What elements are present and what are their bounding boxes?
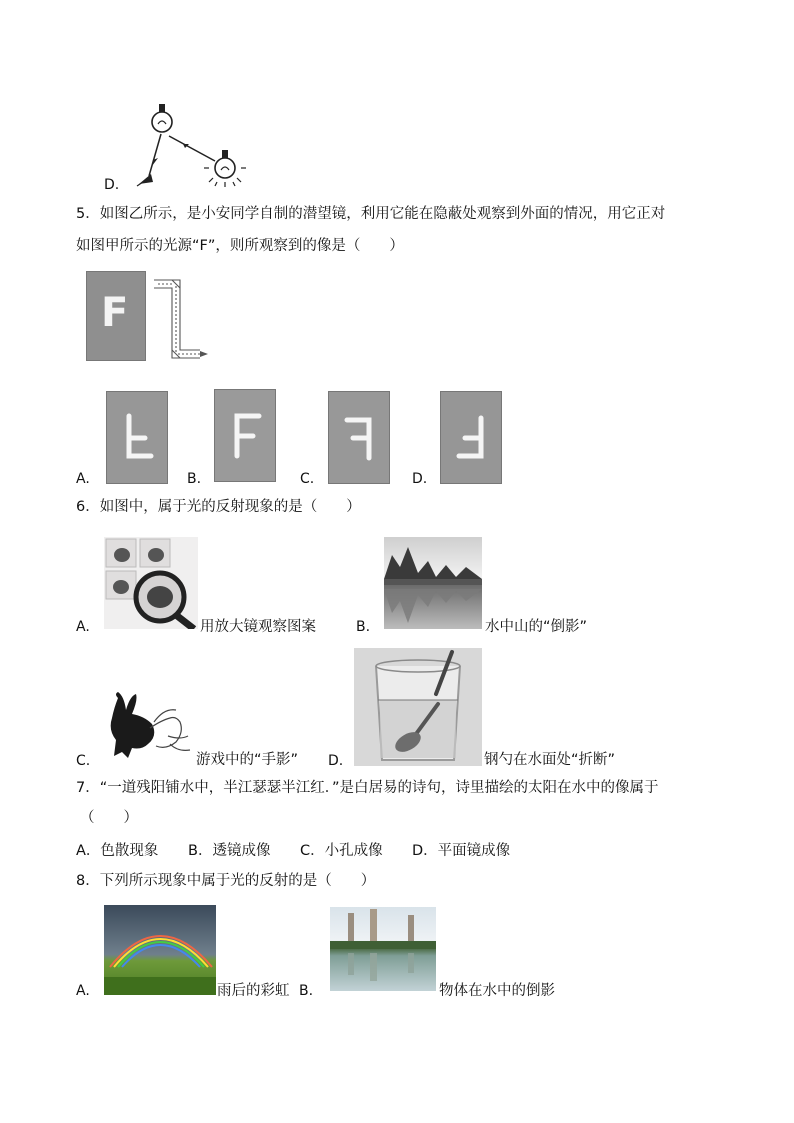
mountain-reflection-photo [384, 537, 482, 629]
q7-option-a: A．色散现象 [76, 843, 159, 859]
spoon-in-glass-photo [354, 648, 482, 766]
option-b-image [214, 389, 276, 482]
pagoda-reflection-photo [330, 907, 436, 991]
q7-option-d: D．平面镜成像 [412, 843, 511, 859]
q6-option-b-label: B. [356, 619, 371, 635]
question-5-line1: 5．如图乙所示，是小安同学自制的潜望镜，利用它能在隐蔽处观察到外面的情况，用它正对 [76, 206, 666, 222]
q6-option-d-caption: 钢勺在水面处“折断” [484, 752, 616, 768]
q8-option-a-label: A. [76, 983, 90, 999]
q5-option-a-label: A. [76, 471, 90, 487]
question-7-line1: 7．“一道残阳铺水中，半江瑟瑟半江红．”是白居易的诗句，诗里描绘的太阳在水中的像属于 [76, 780, 659, 796]
q7-option-c: C．小孔成像 [300, 843, 383, 859]
q6-option-a-label: A. [76, 619, 90, 635]
option-a-image [106, 391, 168, 484]
q8-option-a-caption: 雨后的彩虹 [217, 983, 290, 999]
question-7-line2: （ ） [80, 810, 138, 826]
option-d-image [440, 391, 502, 484]
q7-option-b: B．透镜成像 [188, 843, 271, 859]
option-c-image [328, 391, 390, 484]
question-5-line2: 如图甲所示的光源“F”，则所观察到的像是（ ） [76, 238, 404, 254]
option-d-label: D. [104, 177, 120, 193]
question-8: 8．下列所示现象中属于光的反射的是（ ） [76, 873, 376, 889]
q6-option-b-caption: 水中山的“倒影” [485, 619, 588, 635]
q6-option-d-label: D. [328, 753, 344, 769]
rainbow-photo [104, 905, 216, 995]
q6-option-c-caption: 游戏中的“手影” [196, 752, 299, 768]
q6-option-a-caption: 用放大镜观察图案 [200, 619, 316, 635]
source-f-letter: F [101, 290, 129, 336]
q5-option-b-label: B. [187, 471, 202, 487]
light-source-f-figure [86, 271, 146, 361]
q5-option-d-label: D. [412, 471, 428, 487]
q8-option-b-caption: 物体在水中的倒影 [439, 983, 555, 999]
question-6: 6．如图中，属于光的反射现象的是（ ） [76, 499, 361, 515]
q8-option-b-label: B. [299, 983, 314, 999]
q5-option-c-label: C. [300, 471, 315, 487]
q6-option-c-label: C. [76, 753, 91, 769]
hand-shadow-picture [104, 692, 194, 760]
magnifier-stamps-photo [104, 537, 198, 629]
lamp-reflection-diagram [125, 98, 250, 190]
periscope-diagram [150, 266, 212, 378]
